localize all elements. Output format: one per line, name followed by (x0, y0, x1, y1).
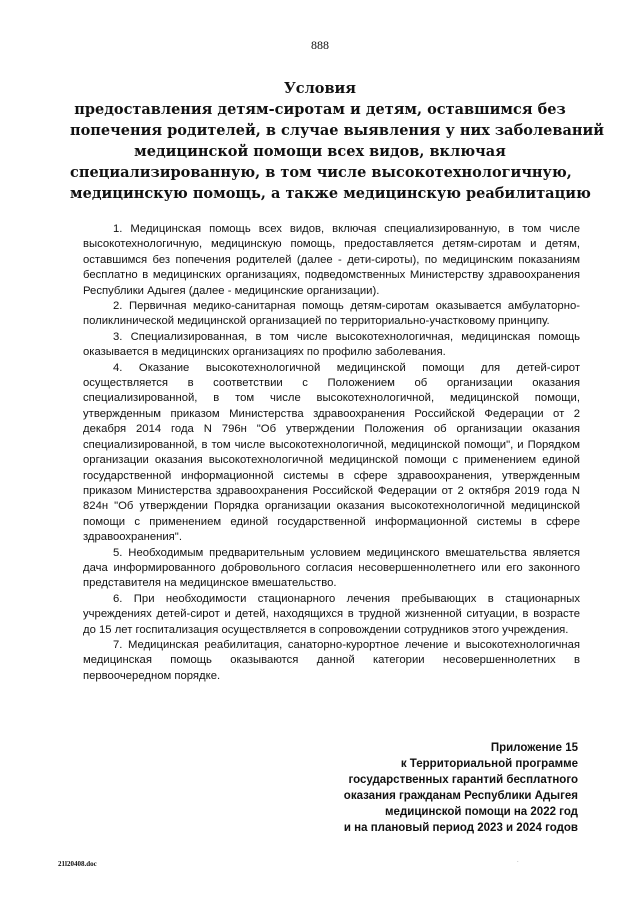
paragraph-7: 7. Медицинская реабилитация, санаторно-курортное лечение и высокотехнологичная медицинская помощь оказываются данной категории несовершеннолетних в первоочередном порядке. (83, 638, 580, 682)
paragraph-2: 2. Первичная медико-санитарная помощь детям-сиротам оказывается амбулаторно-поликлинической медицинской организацией по территориально-участковому принципу. (83, 300, 580, 328)
title-line: Условия (283, 80, 357, 97)
appendix-line: к Территориальной программе (400, 758, 578, 770)
document-body (83, 222, 580, 684)
file-code: 21l20408.doc (58, 860, 97, 868)
title-line: медицинскую помощь, а также медицинскую реабилитацию (70, 185, 591, 202)
title-line: предоставления детям-сиротам и детям, оставшимся без (74, 101, 566, 118)
appendix-block (278, 740, 578, 836)
paragraph-3: 3. Специализированная, в том числе высокотехнологичная, медицинская помощь оказывается в медицинских организациях по профилю заболевания. (83, 330, 580, 359)
footer-mark: . (517, 858, 519, 864)
title-line: специализированную, в том числе высокотехнологичную, (70, 164, 572, 181)
appendix-line: оказания гражданам Республики Адыгея (343, 790, 578, 802)
paragraph-6: 6. При необходимости стационарного лечения пребывающих в стационарных учреждениях детей-сирот и детей, находящихся в трудной жизненной ситуации, в возрасте до 15 лет госпитализация осуществляется в сопровождении сотрудников этого учреждения. (83, 592, 580, 636)
title-line: попечения родителей, в случае выявления у них заболеваний (70, 122, 604, 139)
appendix-line: государственных гарантий бесплатного (348, 774, 578, 786)
paragraph-5: 5. Необходимым предварительным условием медицинского вмешательства является дача информированного добровольного согласия несовершеннолетнего или его законного представителя на медицинское вмешательство. (83, 546, 580, 590)
document-title (70, 78, 604, 204)
title-line: медицинской помощи всех видов, включая (134, 143, 506, 160)
appendix-line: медицинской помощи на 2022 год (385, 806, 578, 818)
page-number: 888 (311, 38, 329, 52)
paragraph-1: 1. Медицинская помощь всех видов, включая специализированную, в том числе высокотехнологичную, медицинскую помощь, предоставляется детям-сиротам и детям, оставшимся без попечения родителей (далее - дети-сироты), по медицинским показаниям бесплатно в медицинских организациях, подведомственных Министерству здравоохранения Республики Адыгея (далее - медицинские организации). (83, 223, 580, 297)
appendix-line: и на плановый период 2023 и 2024 годов (343, 822, 578, 834)
appendix-heading: Приложение 15 (490, 742, 578, 754)
paragraph-4: 4. Оказание высокотехнологичной медицинской помощи для детей-сирот осуществляется в соответствии с Положением об организации оказания специализированной, в том числе высокотехнологичной, медицинской помощи, утвержденным приказом Министерства здравоохранения Российской Федерации от 2 декабря 2014 года N 796н "Об утверждении Положения об организации оказания специализированной, в том числе высокотехнологичной, медицинской помощи", и Порядком организации оказания высокотехнологичной медицинской помощи с применением единой государственной информационной системы в сфере здравоохранения, утвержденным приказом Министерства здравоохранения Российской Федерации от 2 октября 2019 года N 824н "Об утверждении Порядка организации оказания высокотехнологичной медицинской помощи с применением единой государственной информационной системы в сфере здравоохранения". (83, 361, 580, 544)
